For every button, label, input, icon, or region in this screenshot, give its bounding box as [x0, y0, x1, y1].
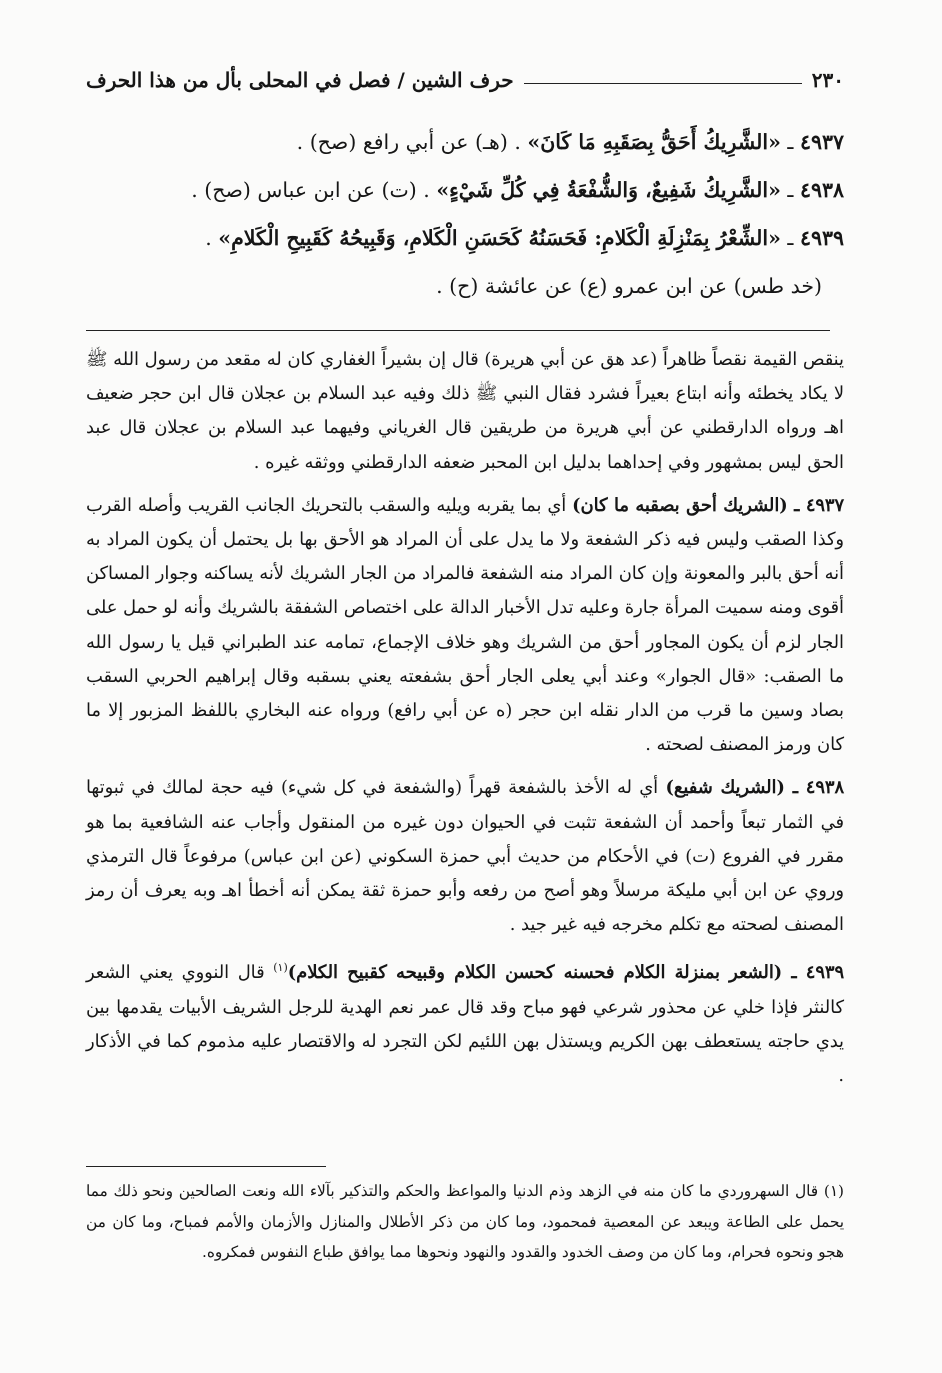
hadith-source: . (هـ) عن أبي رافع (صح) . [296, 130, 521, 154]
hadith-number: ٤٩٣٩ [799, 226, 844, 250]
footnote-divider [86, 1166, 326, 1167]
hadith-source-continued: (خد طس) عن ابن عمرو (ع) عن عائشة (ح) . [436, 274, 822, 298]
running-title: حرف الشين / فصل في المحلى بأل من هذا الحرف [86, 68, 514, 92]
commentary-intro: ينقص القيمة نقصاً ظاهراً (عد هق عن أبي هريرة) قال إن بشيراً الغفاري كان له مقعد من رسول الله ﷺ لا يكاد يخطئه وأنه ابتاع بعيراً فشرد فقال النبي ﷺ ذلك وفيه عبد السلام بن عجلان قال ابن حجر ضعيف اهـ ورواه الدارقطني عن أبي هريرة من طريقين قال الغرياني وفيهما عبد السلام بن عجلان قال عبد الحق ليس بمشهور وفي إحداهما بدليل ابن المحبر ضعفه الدارقطني ووثقه غيره . [86, 349, 844, 473]
commentary-label: ٤٩٣٩ ـ (الشعر بمنزلة الكلام فحسنه كحسن الكلام وقبيحه كقبيح الكلام) [287, 962, 844, 984]
commentary-text: أي بما يقربه ويليه والسقب بالتحريك الجانب القريب وأصله القرب وكذا الصقب وليس فيه ذكر الشفعة ولا ما يدل على أن المراد هو الأحق بها بل يحتمل أن يكون المراد به أنه أحق بالبر والمعونة وإن كان المراد منه الشفعة فالمراد من الجار الشريك لأنه يساكنه وجوار المساكن أقوى ومنه سميت المرأة جارة وعليه تدل الأخبار الدالة على اختصاص الشفقة بالشريك وأنه لو حمل على الجار لزم أن يكون المجاور أحق من الشريك وهو خلاف الإجماع، تمامه عند الطبراني قيل يا رسول الله ما الصقب: «قال الجوار» وعند أبي يعلى الجار أحق بشفعته يعني بسقبه وقال إبراهيم الحربي السقب بصاد وسين ما قرب من الدار نقله ابن حجر (ه عن أبي رافع) ورواه عنه البخاري باللفظ المزبور إلا ما كان ورمز المصنف لصحته . [86, 494, 844, 756]
hadith-list [86, 118, 844, 310]
commentary [86, 343, 844, 1102]
hadith-source: . (ت) عن ابن عباس (صح) . [191, 178, 430, 202]
footnote [86, 1176, 844, 1268]
page-header [86, 56, 844, 92]
hadith-entry: ٤٩٣٧ ـ «الشَّرِيكُ أَحَقُّ بِصَقَبِهِ مَا كَانَ» . (هـ) عن أبي رافع (صح) . [296, 130, 844, 154]
footnote-marker: (١) [823, 1182, 844, 1200]
footnotes [86, 1176, 844, 1268]
commentary-paragraph [86, 771, 844, 942]
hadith-entry: ٤٩٣٨ ـ «الشَّرِيكُ شَفِيعٌ، وَالشُّفْعَةُ فِي كُلِّ شَيْءٍ» . (ت) عن ابن عباس (صح) . [191, 178, 844, 202]
commentary-label: ٤٩٣٧ ـ (الشريك أحق بصقبه ما كان) [572, 494, 845, 516]
hadith-entry: ٤٩٣٩ ـ «الشِّعْرُ بِمَنْزِلَةِ الْكَلامِ: فَحَسَنُهُ كَحَسَنِ الْكَلامِ، وَقَبِيحُهُ كَقَبِيحِ الْكَلامِ» . [205, 226, 844, 250]
hadith-source: . [205, 226, 212, 250]
section-divider [86, 330, 830, 331]
page-number: ٢٣٠ [811, 68, 844, 92]
hadith-number: ٤٩٣٨ [799, 178, 844, 202]
hadith-text: «الشَّرِيكُ أَحَقُّ بِصَقَبِهِ مَا كَانَ» [527, 130, 781, 154]
commentary-paragraph [86, 489, 844, 763]
commentary-text: أي له الأخذ بالشفعة قهراً (والشفعة في كل شيء) فيه حجة لمالك في ثبوتها في الثمار تبعاً وأحمد أن الشفعة تثبت في الحيوان دون غيره من المنقول وأجاب عنه الشافعية بما هو مقرر في الفروع (ت) في الأحكام من حديث أبي حمزة السكوني (عن ابن عباس) مرفوعاً قال الترمذي وروي عن ابن أبي مليكة مرسلاً وهو أصح من رفعه وأبو حمزة ثقة يمكن أنه أخطأ اهـ وبه يعرف أن رمز المصنف لصحته مع تكلم مخرجه فيه غير جيد . [86, 777, 844, 936]
hadith-number: ٤٩٣٧ [799, 130, 844, 154]
footnote-text: قال السهروردي ما كان منه في الزهد وذم الدنيا والمواعظ والحكم والتذكير بآلاء الله ونعت الصالحين ونحو ذلك مما يحمل على الطاعة ويبعد عن المعصية فمحمود، وما كان من ذكر الأطلال والمنازل والأزمان والأمم فمباح، وما كان من هجو ونحوه فحرام، وما كان من وصف الخدود والقدود والنهود ونحوها مما يوافق طباع النفوس فمكروه. [86, 1182, 844, 1261]
hadith-text: «الشَّرِيكُ شَفِيعٌ، وَالشُّفْعَةُ فِي كُلِّ شَيْءٍ» [436, 178, 781, 202]
commentary-paragraph [86, 951, 844, 1093]
commentary-label: ٤٩٣٨ ـ (الشريك شفيع) [665, 777, 844, 799]
commentary-text: قال النووي يعني الشعر كالنثر فإذا خلي عن محذور شرعي فهو مباح وقد قال عمر نعم الهدية للرجل الشريف الأبيات يقدمها بين يدي حاجته يستعطف بهن الكريم ويستذل بهن اللئيم لكن التجرد له والاقتصار عليه مذموم كما في الأذكار . [86, 962, 844, 1086]
footnote-ref: (١) [273, 961, 288, 975]
hadith-text: «الشِّعْرُ بِمَنْزِلَةِ الْكَلامِ: فَحَسَنُهُ كَحَسَنِ الْكَلامِ، وَقَبِيحُهُ كَقَبِيحِ الْكَلامِ» [218, 226, 781, 250]
header-rule [524, 83, 802, 84]
